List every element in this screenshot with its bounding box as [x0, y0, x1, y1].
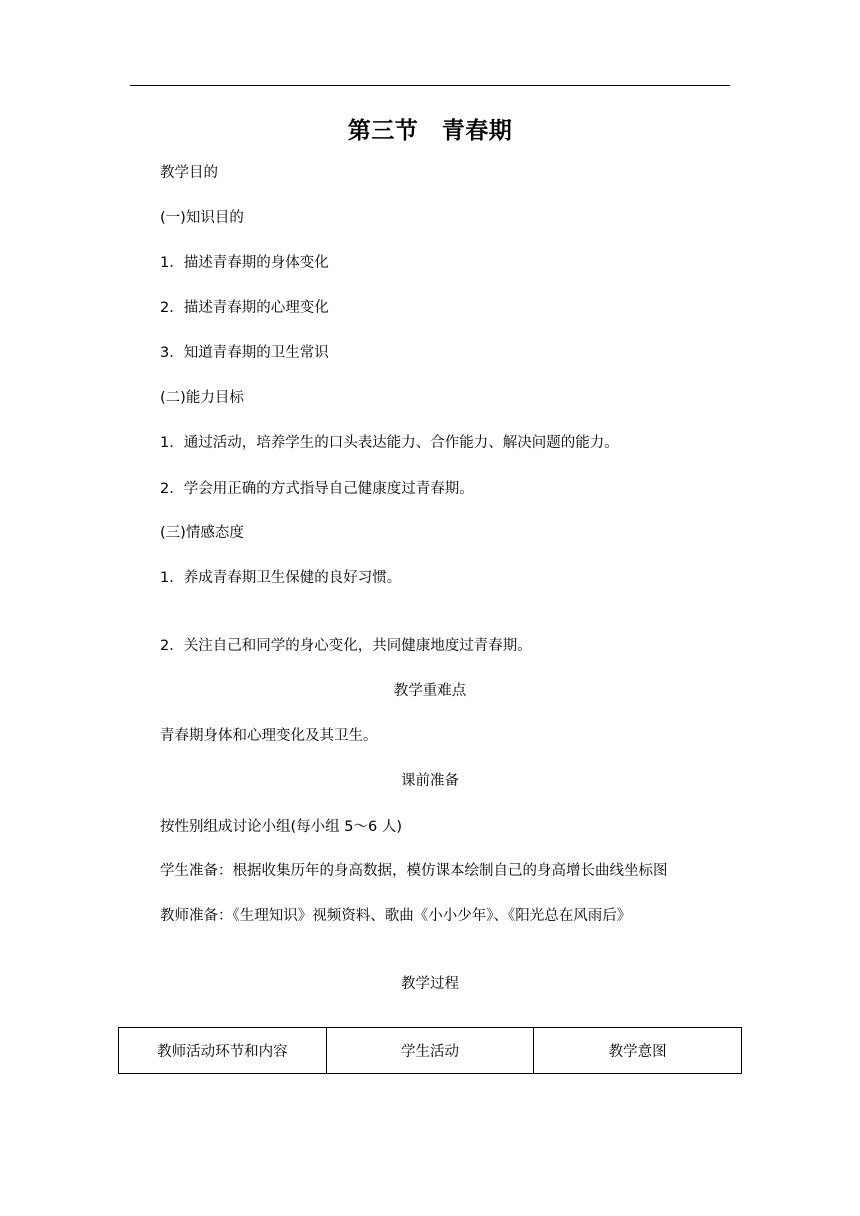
- table-header-cell: 学生活动: [326, 1028, 534, 1074]
- process-heading: 教学过程: [401, 976, 459, 992]
- knowledge-heading: (一)知识目的: [160, 210, 244, 226]
- ability-heading: (二)能力目标: [160, 390, 244, 406]
- page-title: 第三节 青春期: [347, 118, 513, 144]
- objectives-heading: 教学目的: [160, 165, 218, 181]
- table-header-cell: 教学意图: [534, 1028, 742, 1074]
- knowledge-item: 1．描述青春期的身体变化: [160, 255, 329, 271]
- key-points-text: 青春期身体和心理变化及其卫生。: [160, 728, 378, 744]
- header-rule: [130, 85, 730, 86]
- table-header-row: [119, 1028, 742, 1074]
- emotion-heading: (三)情感态度: [160, 525, 244, 541]
- ability-item: 2．学会用正确的方式指导自己健康度过青春期。: [160, 481, 474, 497]
- preparation-line: 按性别组成讨论小组(每小组 5～6 人): [160, 819, 402, 835]
- preparation-line: 学生准备：根据收集历年的身高数据，模仿课本绘制自己的身高增长曲线坐标图: [160, 863, 668, 879]
- preparation-heading: 课前准备: [401, 773, 459, 789]
- table-header-cell: 教师活动环节和内容: [119, 1028, 327, 1074]
- key-points-heading: 教学重难点: [393, 683, 467, 699]
- process-table: [118, 1027, 742, 1074]
- emotion-item: 2．关注自己和同学的身心变化，共同健康地度过青春期。: [160, 638, 532, 654]
- emotion-item: 1．养成青春期卫生保健的良好习惯。: [160, 570, 402, 586]
- knowledge-item: 3．知道青春期的卫生常识: [160, 345, 329, 361]
- ability-item: 1．通过活动，培养学生的口头表达能力、合作能力、解决问题的能力。: [160, 435, 619, 451]
- knowledge-item: 2．描述青春期的心理变化: [160, 300, 329, 316]
- preparation-line: 教师准备：《生理知识》视频资料、歌曲《小小少年》、《阳光总在风雨后》: [160, 908, 632, 924]
